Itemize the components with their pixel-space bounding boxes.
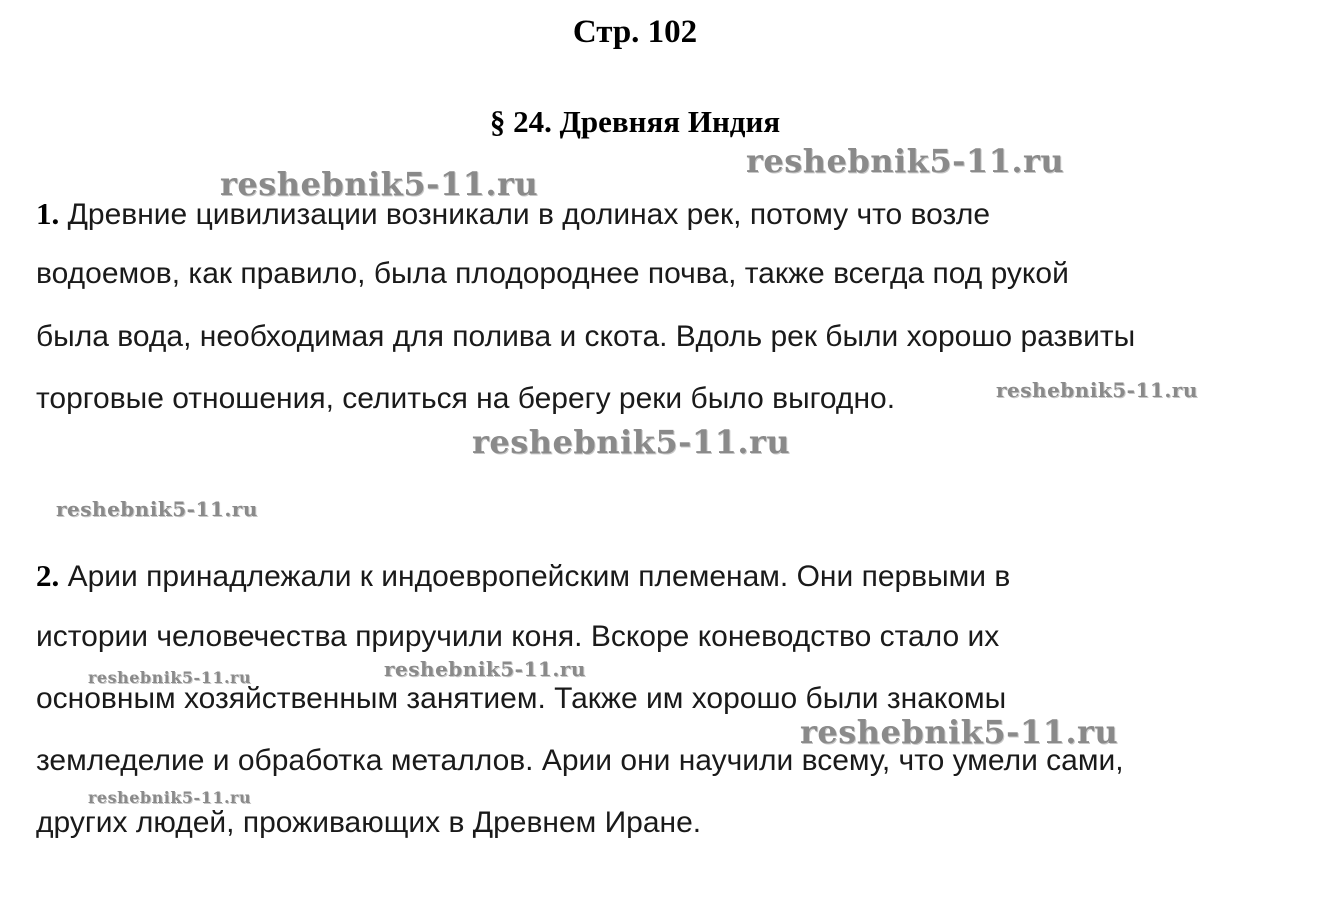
answer-1-number: 1. (36, 196, 60, 231)
answer-1-line-3: была вода, необходимая для полива и скота. Вдоль рек были хорошо развиты (36, 320, 1136, 353)
answer-2-line-1 (36, 558, 1010, 594)
answer-2-line-3: основным хозяйственным занятием. Также им хорошо были знакомы (36, 682, 1007, 715)
watermark: reshebnik5-11.ru (56, 497, 258, 521)
answer-2-line-2: истории человечества приручили коня. Вскоре коневодство стало их (36, 620, 1000, 653)
watermark: reshebnik5-11.ru (996, 378, 1198, 402)
section-title: § 24. Древняя Индия (489, 104, 781, 139)
watermark: reshebnik5-11.ru (472, 423, 791, 461)
answer-1-text: Древние цивилизации возникали в долинах рек, потому что возле (67, 198, 991, 231)
page-number: Стр. 102 (572, 14, 698, 50)
answer-2-number: 2. (36, 558, 60, 593)
watermark: reshebnik5-11.ru (88, 668, 252, 687)
watermark: reshebnik5-11.ru (384, 657, 586, 681)
watermark: reshebnik5-11.ru (746, 142, 1065, 180)
answer-1-line-4: торговые отношения, селиться на берегу реки было выгодно. (36, 382, 896, 415)
watermark: reshebnik5-11.ru (220, 165, 539, 203)
answer-2-line-4: земледелие и обработка металлов. Арии они научили всему, что умели сами, (36, 744, 1124, 777)
answer-1-line-2: водоемов, как правило, была плодороднее почва, также всегда под рукой (36, 257, 1069, 290)
watermark: reshebnik5-11.ru (800, 713, 1119, 751)
watermark: reshebnik5-11.ru (88, 788, 252, 807)
answer-2-text: Арии принадлежали к индоевропейским племенам. Они первыми в (67, 560, 1011, 593)
answer-2-line-5: других людей, проживающих в Древнем Иране. (36, 806, 702, 839)
